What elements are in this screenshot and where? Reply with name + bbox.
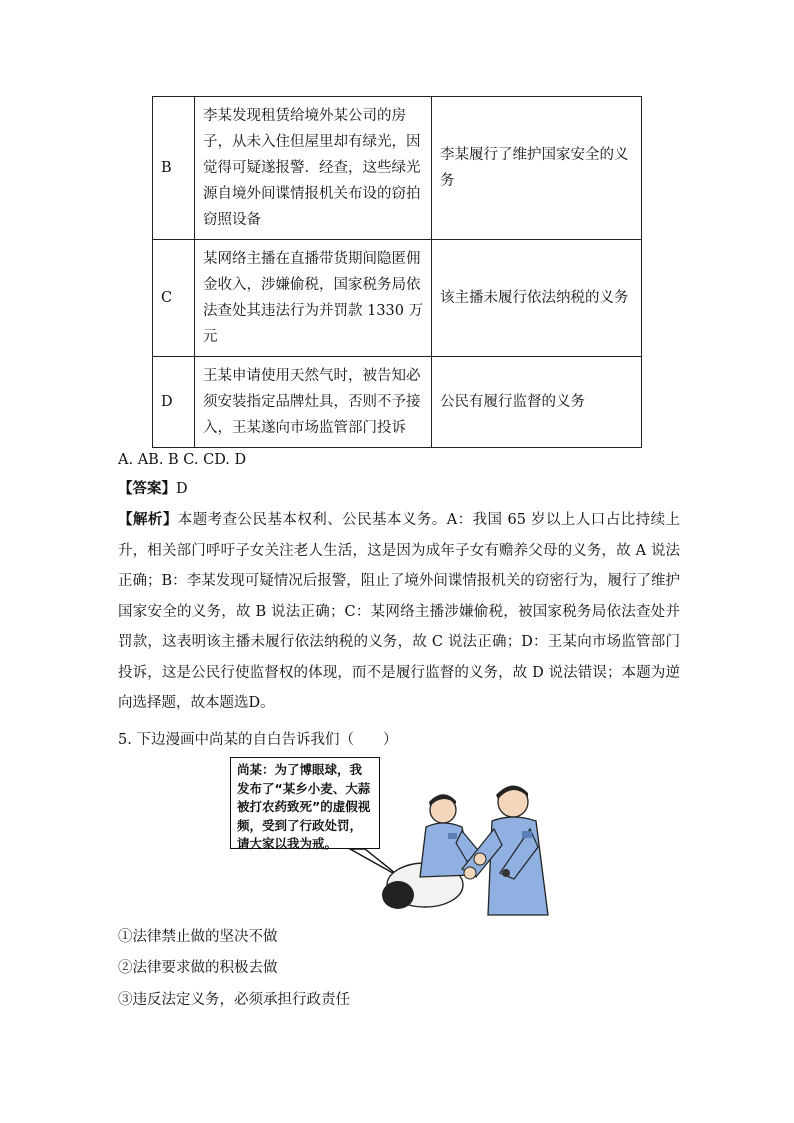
- statement-3: ③违反法定义务，必须承担行政责任: [118, 992, 350, 1008]
- option-judgement: 李某履行了维护国家安全的义务: [432, 97, 642, 240]
- answer-label: 【答案】: [118, 480, 176, 497]
- question-5-stem: 5. 下边漫画中尚某的自白告诉我们（ ）: [118, 732, 398, 748]
- table-row: [153, 240, 642, 357]
- option-event: 某网络主播在直播带货期间隐匿佣金收入，涉嫌偷税，国家税务局依法查处其违法行为并罚款 1330 万元: [195, 240, 432, 357]
- analysis-text: 本题考查公民基本权利、公民基本义务。A：我国 65 岁以上人口占比持续上升，相关部门呼吁子女关注老人生活，这是因为成年子女有赡养父母的义务，故 A 说法正确；B：李某发现可疑情况后报警，阻止了境外间谍情报机关的窃密行为，履行了维护国家安全的义务，故 B 说法正确；C：某网络主播涉嫌偷税，被国家税务局依法查处并罚款，这表明该主播未履行依法纳税的义务，故 C 说法正确；D：王某向市场监管部门投诉，这是公民行使监督权的体现，而不是履行监督的义务，故 D 说法错误；本题为逆向选择题，故本题选D。: [118, 512, 681, 711]
- option-judgement: 公民有履行监督的义务: [432, 357, 642, 448]
- option-letter: D: [153, 357, 195, 448]
- statement-1: ①法律禁止做的坚决不做: [118, 929, 278, 945]
- option-event: 李某发现租赁给境外某公司的房子，从未入住但屋里却有绿光，因觉得可疑遂报警．经查，这些绿光源自境外间谍情报机关布设的窃拍窃照设备: [195, 97, 432, 240]
- option-judgement: 该主播未履行依法纳税的义务: [432, 240, 642, 357]
- answer-value: D: [176, 481, 188, 497]
- analysis-paragraph: [118, 505, 680, 719]
- table-row: [153, 97, 642, 240]
- option-event: 王某申请使用天然气时，被告知必须安装指定品牌灶具，否则不予接入，王某遂向市场监管部门投诉: [195, 357, 432, 448]
- option-letter: C: [153, 240, 195, 357]
- options-table: [152, 96, 642, 448]
- option-letter: B: [153, 97, 195, 240]
- table-row: [153, 357, 642, 448]
- choices-line: A. AB. B C. CD. D: [118, 452, 247, 468]
- analysis-label: 【解析】: [118, 511, 178, 528]
- answer-line: [118, 478, 678, 500]
- statement-2: ②法律要求做的积极去做: [118, 960, 278, 976]
- cartoon-illustration: [230, 757, 560, 917]
- speech-bubble: 尚某：为了博眼球，我发布了“某乡小麦、大蒜被打农药致死”的虚假视频，受到了行政处罚，请大家以我为戒。: [230, 757, 380, 849]
